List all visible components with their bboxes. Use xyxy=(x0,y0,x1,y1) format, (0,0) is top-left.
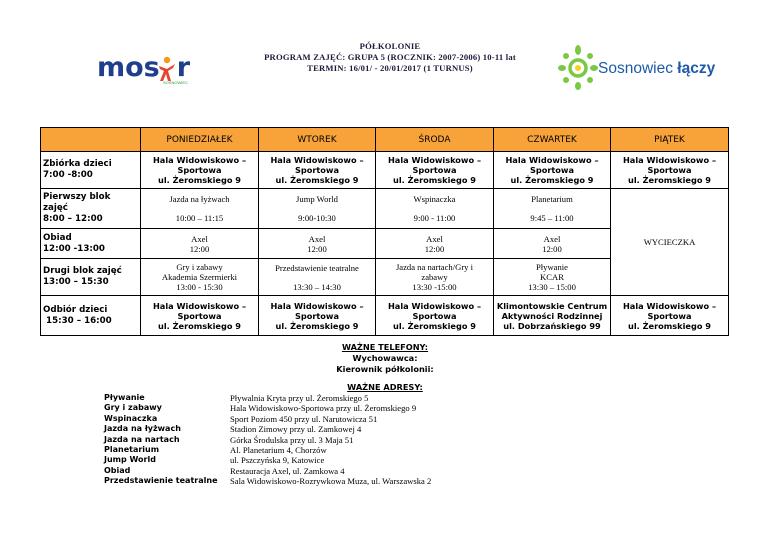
list-item: Jump World xyxy=(104,455,156,465)
address-values-list xyxy=(230,393,431,487)
table-row xyxy=(41,152,729,189)
day-header-monday: PONIEDZIAŁEK xyxy=(141,128,259,152)
pickup-monday: Hala Widowiskowo – Sportowa ul. Żeromskiego 9 xyxy=(141,296,259,336)
list-item: Pływanie xyxy=(104,393,145,402)
gathering-thursday: Hala Widowiskowo – Sportowa ul. Żeromskiego 9 xyxy=(494,152,611,189)
first-block-tuesday: Jump World 9:00-10:30 xyxy=(259,189,376,229)
sosnowiec-logo xyxy=(558,44,716,92)
header-corner-cell xyxy=(41,128,141,152)
day-header-tuesday: WTOREK xyxy=(259,128,376,152)
sosnowiec-sun-icon xyxy=(558,44,598,90)
lunch-tuesday: Axel 12:00 xyxy=(259,229,376,259)
important-phones xyxy=(200,342,570,375)
pickup-thursday: Klimontowskie Centrum Aktywności Rodzinnej ul. Dobrzańskiego 99 xyxy=(494,296,611,336)
row-label-second-block: Drugi blok zajęć 13:00 – 15:30 xyxy=(41,259,141,296)
educator-label: Wychowawca: xyxy=(352,353,418,363)
header-term: TERMIN: 16/01/ - 20/01/2017 (1 TURNUS) xyxy=(307,63,473,73)
mosir-figure-icon xyxy=(158,56,176,82)
list-item: ul. Pszczyńska 9, Katowice xyxy=(230,455,325,466)
second-block-thursday: Pływanie KCAR 13:30 – 15:00 xyxy=(494,259,611,296)
header-program: PROGRAM ZAJĘĆ: GRUPA 5 (ROCZNIK: 2007-2006) 10-11 lat xyxy=(264,52,516,62)
list-item: Planetarium xyxy=(104,445,160,455)
list-item: Wspinaczka xyxy=(104,413,158,423)
lunch-wednesday: Axel 12:00 xyxy=(376,229,494,259)
first-block-monday: Jazda na łyżwach 10:00 – 11:15 xyxy=(141,189,259,229)
row-label-lunch: Obiad 12:00 -13:00 xyxy=(41,229,141,259)
list-item: Pływalnia Kryta przy ul. Żeromskiego 5 xyxy=(230,393,369,403)
lunch-monday: Axel 12:00 xyxy=(141,229,259,259)
list-item: Stadion Zimowy przy ul. Zamkowej 4 xyxy=(230,424,362,435)
gathering-wednesday: Hala Widowiskowo – Sportowa ul. Żeromskiego 9 xyxy=(376,152,494,189)
list-item: Hala Widowiskowo-Sportowa przy ul. Żeromskiego 9 xyxy=(230,403,417,414)
pickup-wednesday: Hala Widowiskowo – Sportowa ul. Żeromskiego 9 xyxy=(376,296,494,336)
gathering-monday: Hala Widowiskowo – Sportowa ul. Żeromskiego 9 xyxy=(141,152,259,189)
list-item: Jazda na nartach xyxy=(104,434,180,444)
list-item: Sala Widowiskowo-Rozrywkowa Muza, ul. Warszawska 2 xyxy=(230,476,432,487)
second-block-monday: Gry i zabawy Akademia Szermierki 13:00 - 15:30 xyxy=(141,259,259,296)
day-header-friday: PIĄTEK xyxy=(611,128,729,152)
row-label-first-block: Pierwszy blok zajęć 8:00 – 12:00 xyxy=(41,189,141,229)
table-header-row xyxy=(41,128,729,152)
address-places-list xyxy=(104,393,218,487)
mosir-logo-text: mos r xyxy=(97,52,191,83)
second-block-wednesday: Jazda na nartach/Gry i zabawy 13:30 -15:00 xyxy=(376,259,494,296)
list-item: Restauracja Axel, ul. Zamkowa 4 xyxy=(230,465,345,476)
mosir-logo-tagline: SOSNOWIEC xyxy=(163,80,188,85)
gathering-friday: Hala Widowiskowo – Sportowa ul. Żeromskiego 9 xyxy=(611,152,729,189)
list-item: Al. Planetarium 4, Chorzów xyxy=(230,445,327,456)
row-label-pickup: Odbiór dzieci 15:30 – 16:00 xyxy=(41,296,141,336)
list-item: Górka Środulska przy ul. 3 Maja 51 xyxy=(230,434,354,445)
day-header-wednesday: ŚRODA xyxy=(376,128,494,152)
pickup-friday: Hala Widowiskowo – Sportowa ul. Żeromskiego 9 xyxy=(611,296,729,336)
friday-trip-cell: WYCIECZKA xyxy=(611,189,729,296)
first-block-wednesday: Wspinaczka 9:00 - 11:00 xyxy=(376,189,494,229)
list-item: Przedstawienie teatralne xyxy=(104,476,218,486)
lunch-thursday: Axel 12:00 xyxy=(494,229,611,259)
header-title: PÓŁKOLONIE xyxy=(359,41,421,51)
phones-title: WAŻNE TELEFONY: xyxy=(341,342,429,352)
addresses-title: WAŻNE ADRESY: xyxy=(347,382,423,392)
gathering-tuesday: Hala Widowiskowo – Sportowa ul. Żeromskiego 9 xyxy=(259,152,376,189)
row-label-gathering: Zbiórka dzieci 7:00 -8:00 xyxy=(41,152,141,189)
list-item: Jazda na łyżwach xyxy=(104,424,181,434)
list-item: Gry i zabawy xyxy=(104,403,162,413)
second-block-tuesday: Przedstawienie teatralne 13:30 – 14:30 xyxy=(259,259,376,296)
manager-label: Kierownik półkolonii: xyxy=(336,364,434,374)
table-row xyxy=(41,189,729,229)
sosnowiec-logo-text: Sosnowiec łączy xyxy=(598,60,716,77)
pickup-tuesday: Hala Widowiskowo – Sportowa ul. Żeromskiego 9 xyxy=(259,296,376,336)
table-row xyxy=(41,296,729,336)
list-item: Obiad xyxy=(104,465,131,475)
day-header-thursday: CZWARTEK xyxy=(494,128,611,152)
list-item: Sport Poziom 450 przy ul. Narutowicza 51 xyxy=(230,413,378,424)
schedule-table xyxy=(40,127,729,336)
first-block-thursday: Planetarium 9:45 – 11:00 xyxy=(494,189,611,229)
mosir-logo xyxy=(97,52,207,88)
document-header xyxy=(240,41,540,74)
